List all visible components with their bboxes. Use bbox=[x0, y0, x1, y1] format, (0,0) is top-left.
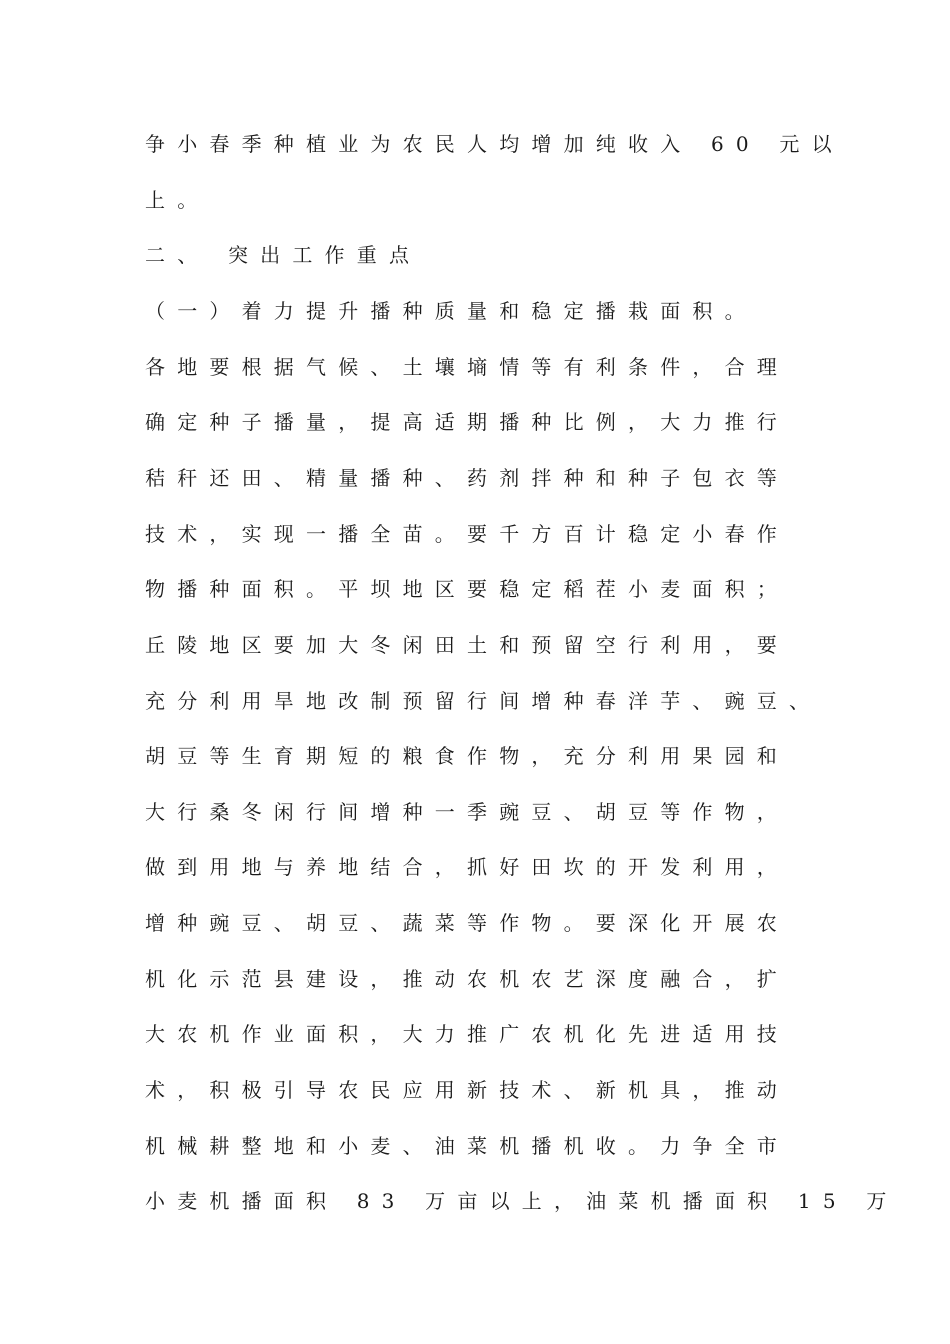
subsection-heading: （一）着力提升播种质量和稳定播栽面积。 bbox=[145, 299, 757, 323]
text-line: 物播种面积。平坝地区要稳定稻茬小麦面积； bbox=[145, 577, 789, 601]
text-line: 上。 bbox=[145, 188, 210, 212]
text-line: 机化示范县建设，推动农机农艺深度融合，扩 bbox=[145, 967, 789, 991]
text-line: 丘陵地区要加大冬闲田土和预留空行利用，要 bbox=[145, 633, 789, 657]
text-line: 争小春季种植业为农民人均增加纯收入 60 元以 bbox=[145, 132, 844, 156]
text-line: 秸秆还田、精量播种、药剂拌种和种子包衣等 bbox=[145, 466, 789, 490]
text-line: 大行桑冬闲行间增种一季豌豆、胡豆等作物， bbox=[145, 800, 789, 824]
text-line: 术，积极引导农民应用新技术、新机具，推动 bbox=[145, 1078, 789, 1102]
text-line: 增种豌豆、胡豆、蔬菜等作物。要深化开展农 bbox=[145, 911, 789, 935]
text-line: 胡豆等生育期短的粮食作物，充分利用果园和 bbox=[145, 744, 789, 768]
text-line: 做到用地与养地结合，抓好田坎的开发利用， bbox=[145, 855, 789, 879]
section-heading: 二、 突出工作重点 bbox=[145, 243, 422, 267]
text-line: 技术，实现一播全苗。要千方百计稳定小春作 bbox=[145, 522, 789, 546]
text-line: 机械耕整地和小麦、油菜机播机收。力争全市 bbox=[145, 1134, 789, 1158]
text-line: 确定种子播量，提高适期播种比例，大力推行 bbox=[145, 410, 789, 434]
text-line: 各地要根据气候、土壤墒情等有利条件，合理 bbox=[145, 355, 789, 379]
text-line: 充分利用旱地改制预留行间增种春洋芋、豌豆、 bbox=[145, 689, 822, 713]
text-line: 大农机作业面积，大力推广农机化先进适用技 bbox=[145, 1022, 789, 1046]
text-line: 小麦机播面积 83 万亩以上，油菜机播面积 15 万 bbox=[145, 1189, 899, 1213]
